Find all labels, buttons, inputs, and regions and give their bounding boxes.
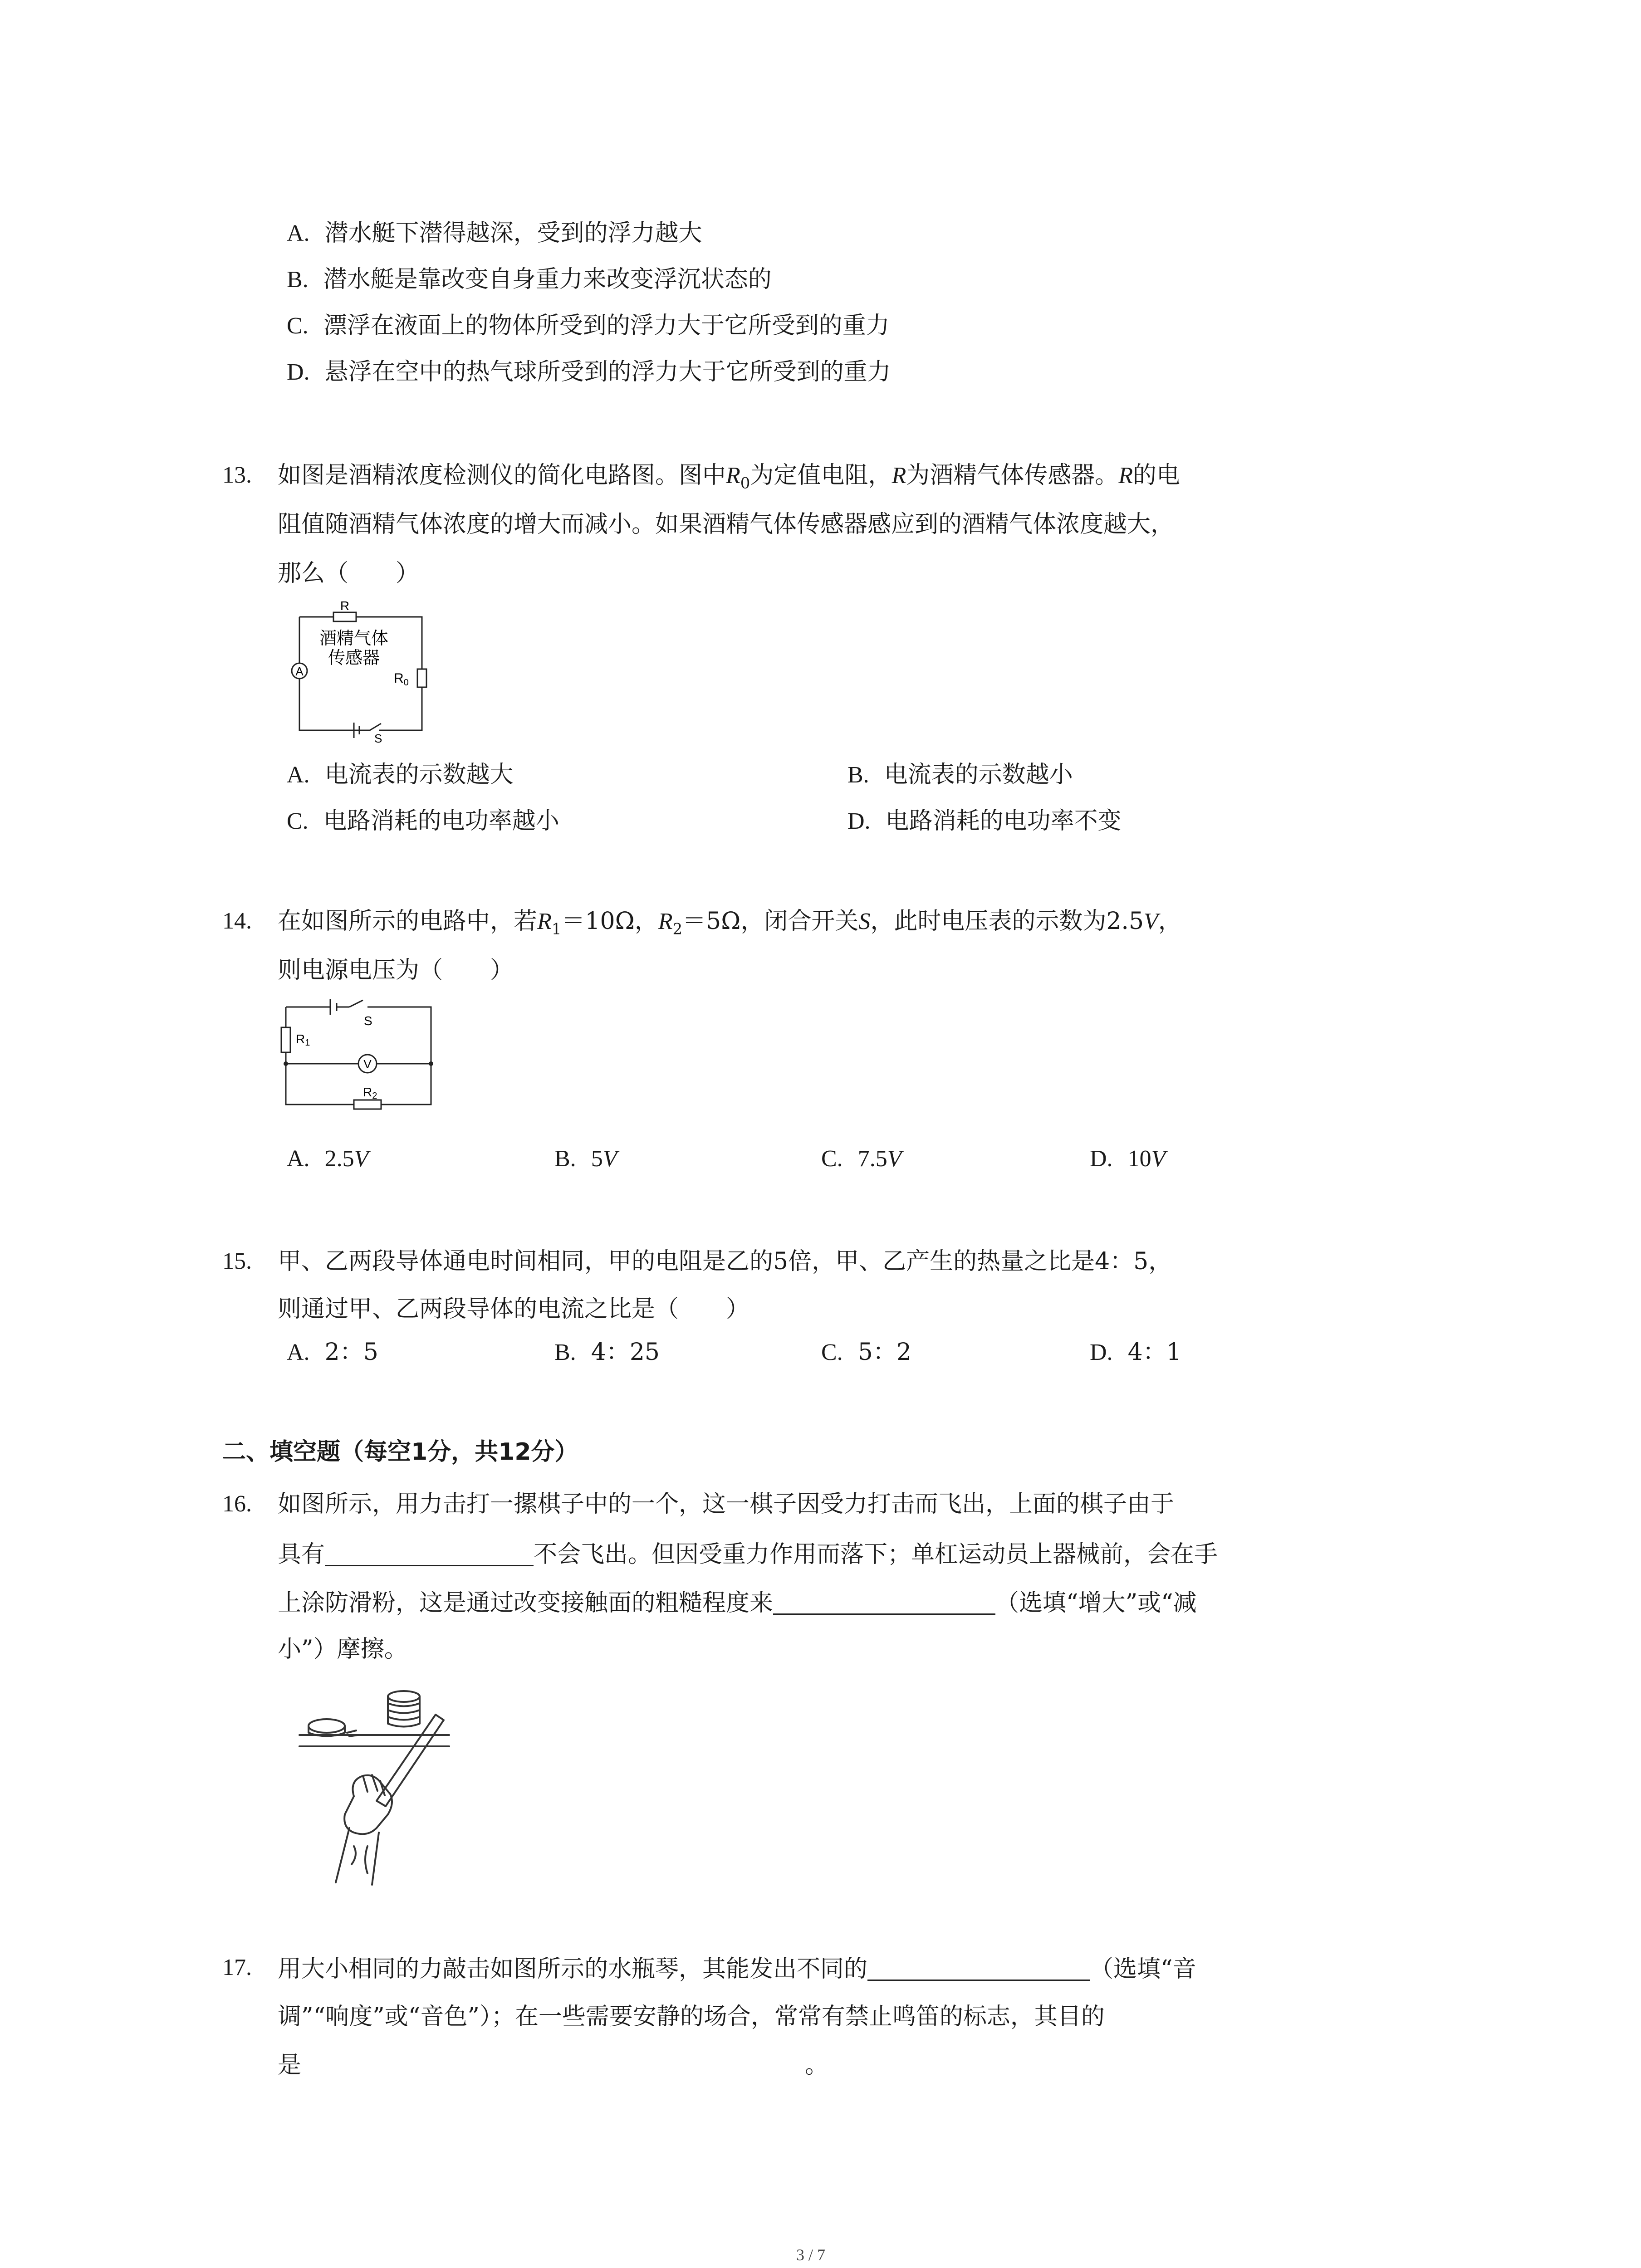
q13-number: 13. bbox=[222, 462, 252, 488]
q13-circuit-diagram bbox=[272, 596, 436, 745]
q15-option-c: C. 5：2 bbox=[821, 1339, 911, 1366]
q12-option-b: B. 潜水艇是靠改变自身重力来改变浮沉状态的 bbox=[287, 266, 772, 293]
q15-stem-line2: 则通过甲、乙两段导体的电流之比是（ ） bbox=[278, 1295, 750, 1323]
q13-label-a: A bbox=[295, 665, 304, 678]
q14-label-s: S bbox=[364, 1014, 372, 1028]
section-2-title: 二、填空题（每空1分，共12分） bbox=[222, 1438, 578, 1466]
q13-label-s: S bbox=[374, 732, 382, 745]
q12-option-a: A. 潜水艇下潜得越深，受到的浮力越大 bbox=[287, 220, 702, 247]
q17-blank-2[interactable] bbox=[301, 2053, 805, 2077]
q17-stem-line3: 是 。 bbox=[278, 2052, 829, 2079]
q14-label-r2: R2 bbox=[363, 1085, 377, 1101]
q15-number: 15. bbox=[222, 1248, 252, 1274]
q15-option-b: B. 4：25 bbox=[554, 1339, 660, 1366]
q13-stem-line2: 阻值随酒精气体浓度的增大而减小。如果酒精气体传感器感应到的酒精气体浓度越大， bbox=[278, 511, 1175, 538]
q17-number: 17. bbox=[222, 1955, 252, 1980]
q13-stem-line3: 那么（ ） bbox=[278, 560, 420, 587]
q14-stem-line1: 在如图所示的电路中，若$R_1=10\Omega$，$R_2=5\Omega$，闭合开关S，此时电压表的示数为2.5V， bbox=[278, 908, 1182, 938]
q13-label-sensor2: 传感器 bbox=[328, 648, 380, 668]
q13-label-r: R bbox=[340, 599, 350, 613]
q12-option-d: D. 悬浮在空中的热气球所受到的浮力大于它所受到的重力 bbox=[287, 358, 891, 386]
q15-option-d: D. 4：1 bbox=[1090, 1339, 1181, 1366]
page-number: 3 / 7 bbox=[796, 2246, 826, 2264]
q13-label-sensor1: 酒精气体 bbox=[319, 628, 389, 648]
q16-stem-line3: 上涂防滑粉，这是通过改变接触面的粗糙程度来 （选填“增大”或“减 bbox=[278, 1589, 1197, 1617]
q16-stem-line4: 小”）摩擦。 bbox=[278, 1636, 408, 1663]
q15-stem-line1: 甲、乙两段导体通电时间相同，甲的电阻是乙的5倍，甲、乙产生的热量之比是4：5， bbox=[278, 1248, 1172, 1275]
q14-label-v: V bbox=[363, 1057, 372, 1071]
q16-blank-2[interactable] bbox=[773, 1590, 995, 1615]
q13-option-c: C. 电路消耗的电功率越小 bbox=[287, 807, 559, 835]
q16-blank-1[interactable] bbox=[325, 1541, 534, 1566]
q13-option-d: D. 电路消耗的电功率不变 bbox=[847, 807, 1122, 835]
q14-option-a: A. 2.5V bbox=[287, 1146, 369, 1172]
q13-option-a: A. 电流表的示数越大 bbox=[287, 761, 514, 788]
q13-stem-line1: 如图是酒精浓度检测仪的简化电路图。图中$R_0$为定值电阻，R为酒精气体传感器。R的电 bbox=[278, 462, 1180, 493]
q14-option-b: B. 5V bbox=[554, 1146, 617, 1172]
q17-blank-1[interactable] bbox=[867, 1956, 1090, 1981]
q14-stem-line2: 则电源电压为（ ） bbox=[278, 957, 514, 984]
q17-stem-line2: 调”“响度”或“音色”）；在一些需要安静的场合，常常有禁止鸣笛的标志，其目的 bbox=[278, 2003, 1105, 2030]
q13-label-r0: $R_0$ bbox=[394, 671, 409, 688]
q16-stem-line2: 具有 不会飞出。但因受重力作用而落下；单杠运动员上器械前，会在手 bbox=[278, 1541, 1218, 1568]
q15-option-a: A. 2：5 bbox=[287, 1339, 378, 1366]
q14-option-d: D. 10V bbox=[1090, 1146, 1166, 1172]
q16-number: 16. bbox=[222, 1491, 252, 1517]
q14-number: 14. bbox=[222, 908, 252, 934]
q16-stem-line1: 如图所示，用力击打一摞棋子中的一个，这一棋子因受力打击而飞出，上面的棋子由于 bbox=[278, 1491, 1175, 1518]
q16-chess-pieces-figure bbox=[299, 1683, 463, 1892]
q12-option-c: C. 漂浮在液面上的物体所受到的浮力大于它所受到的重力 bbox=[287, 312, 890, 339]
q14-label-r1: R1 bbox=[296, 1032, 310, 1048]
q14-circuit-diagram bbox=[277, 996, 440, 1109]
q13-option-b: B. 电流表的示数越小 bbox=[847, 761, 1073, 788]
q14-option-c: C. 7.5V bbox=[821, 1146, 902, 1172]
q17-stem-line1: 用大小相同的力敲击如图所示的水瓶琴，其能发出不同的 （选填“音 bbox=[278, 1955, 1196, 1983]
